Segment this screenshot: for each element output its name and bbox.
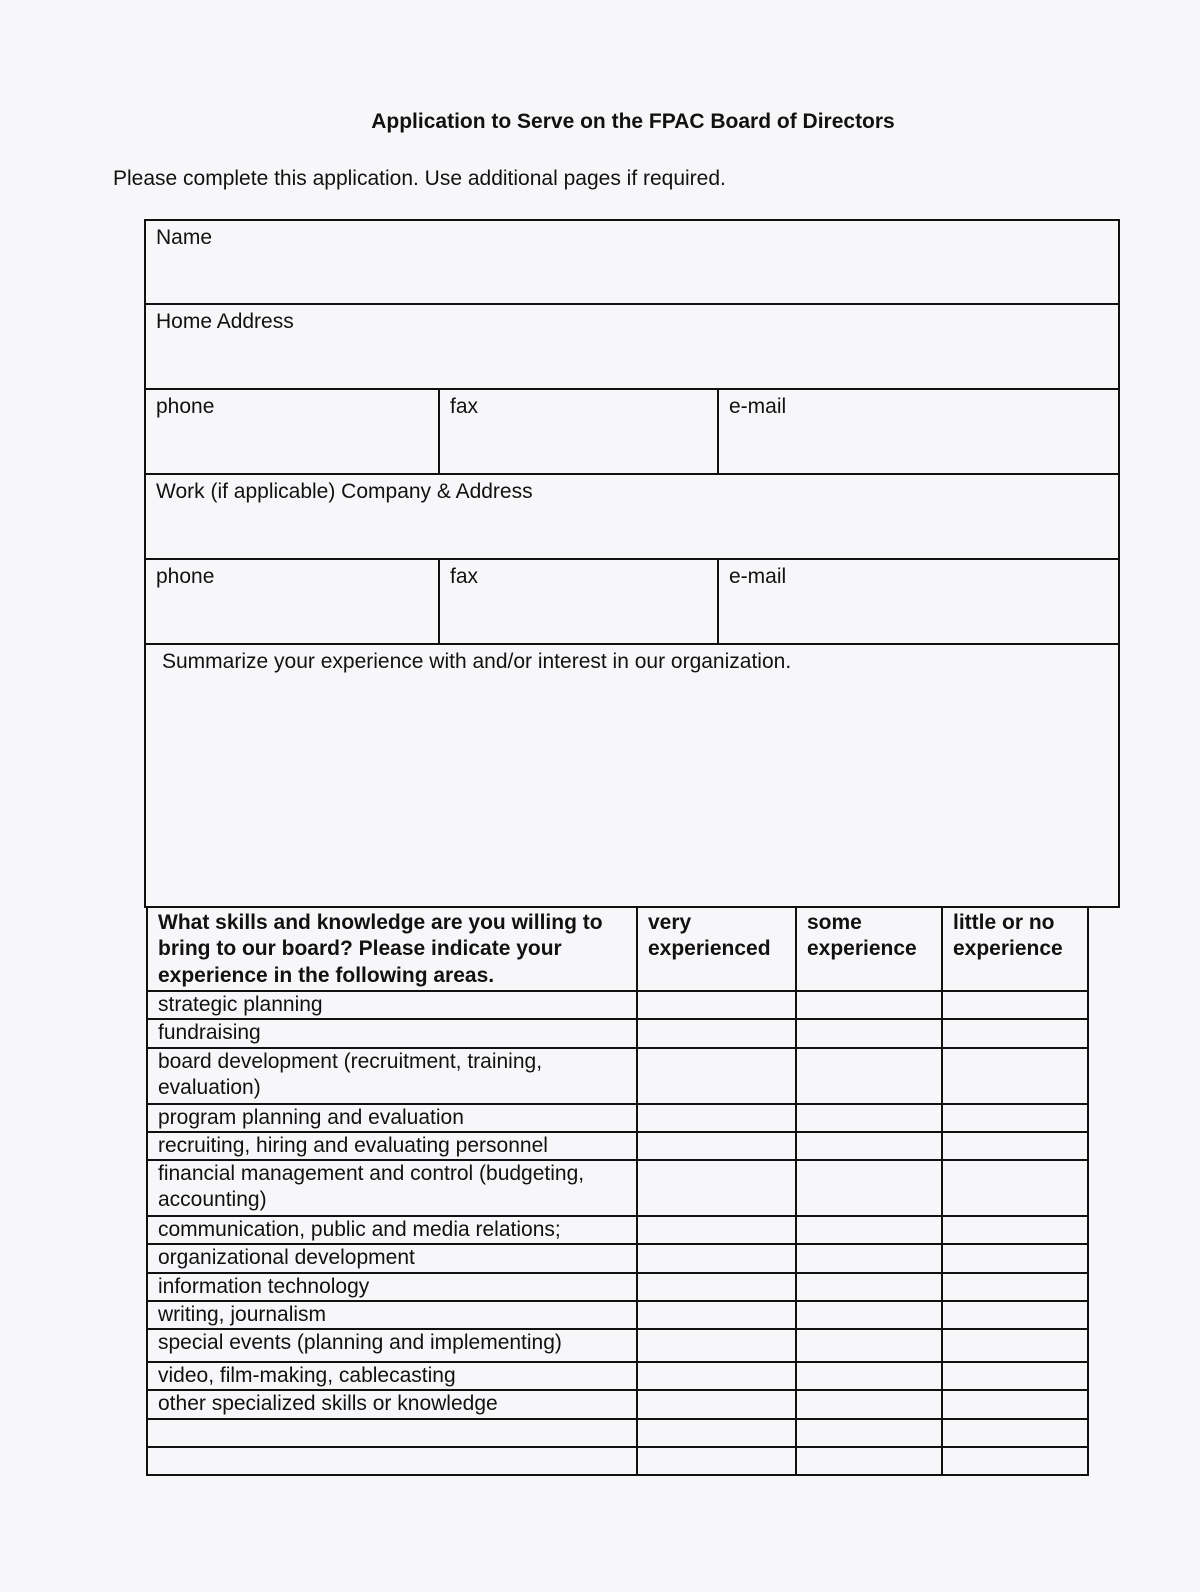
skills-header-row: [147, 907, 1088, 991]
skill-label: [147, 1447, 637, 1475]
skill-label: program planning and evaluation: [147, 1104, 637, 1132]
home-phone-label: phone: [156, 395, 215, 418]
home-address-label: Home Address: [156, 310, 294, 333]
work-fax-field[interactable]: [438, 558, 719, 645]
skill-label: board development (recruitment, training, evaluation): [147, 1048, 637, 1104]
rating-cell-some-experience[interactable]: [796, 1447, 942, 1475]
rating-cell-little-or-no-experience[interactable]: [942, 1301, 1088, 1329]
rating-cell-very-experienced[interactable]: [637, 1273, 796, 1301]
table-row: [147, 1048, 1088, 1104]
home-fax-label: fax: [450, 395, 479, 418]
work-email-field[interactable]: [717, 558, 1120, 645]
rating-cell-very-experienced[interactable]: [637, 1362, 796, 1390]
rating-cell-some-experience[interactable]: [796, 1104, 942, 1132]
table-row: [147, 1447, 1088, 1475]
rating-cell-little-or-no-experience[interactable]: [942, 991, 1088, 1019]
name-label: Name: [156, 226, 213, 249]
rating-cell-very-experienced[interactable]: [637, 1048, 796, 1104]
table-row: [147, 1244, 1088, 1272]
skills-question: What skills and knowledge are you willing to bring to our board? Please indicate your experience in the following areas.: [147, 907, 637, 991]
skill-label: recruiting, hiring and evaluating personnel: [147, 1132, 637, 1160]
skill-label: special events (planning and implementing): [147, 1329, 637, 1362]
rating-cell-some-experience[interactable]: [796, 991, 942, 1019]
rating-cell-little-or-no-experience[interactable]: [942, 1216, 1088, 1244]
table-row: [147, 1329, 1088, 1362]
table-row: [147, 1390, 1088, 1418]
rating-cell-some-experience[interactable]: [796, 1362, 942, 1390]
rating-cell-very-experienced[interactable]: [637, 1104, 796, 1132]
rating-cell-some-experience[interactable]: [796, 1273, 942, 1301]
skill-label: strategic planning: [147, 991, 637, 1019]
rating-cell-some-experience[interactable]: [796, 1301, 942, 1329]
col-very-experienced: very experienced: [637, 907, 796, 991]
work-phone-label: phone: [156, 565, 215, 588]
skill-label: [147, 1419, 637, 1447]
skill-label: organizational development: [147, 1244, 637, 1272]
rating-cell-some-experience[interactable]: [796, 1244, 942, 1272]
home-phone-field[interactable]: [144, 388, 440, 475]
rating-cell-little-or-no-experience[interactable]: [942, 1160, 1088, 1216]
work-label: Work (if applicable) Company & Address: [156, 480, 533, 503]
work-phone-field[interactable]: [144, 558, 440, 645]
rating-cell-some-experience[interactable]: [796, 1329, 942, 1362]
rating-cell-little-or-no-experience[interactable]: [942, 1390, 1088, 1418]
home-email-field[interactable]: [717, 388, 1120, 475]
rating-cell-very-experienced[interactable]: [637, 1301, 796, 1329]
home-email-label: e-mail: [729, 395, 787, 418]
skills-table: [146, 906, 1089, 1476]
page-title: Application to Serve on the FPAC Board of Directors: [371, 110, 895, 133]
table-row: [147, 1104, 1088, 1132]
rating-cell-some-experience[interactable]: [796, 1419, 942, 1447]
table-row: [147, 991, 1088, 1019]
skill-label: other specialized skills or knowledge: [147, 1390, 637, 1418]
table-row: [147, 1301, 1088, 1329]
home-address-field[interactable]: [144, 303, 1120, 390]
rating-cell-some-experience[interactable]: [796, 1160, 942, 1216]
skill-label: communication, public and media relations;: [147, 1216, 637, 1244]
rating-cell-little-or-no-experience[interactable]: [942, 1447, 1088, 1475]
home-fax-field[interactable]: [438, 388, 719, 475]
table-row: [147, 1419, 1088, 1447]
rating-cell-very-experienced[interactable]: [637, 1447, 796, 1475]
rating-cell-some-experience[interactable]: [796, 1132, 942, 1160]
name-field[interactable]: [144, 219, 1120, 305]
rating-cell-little-or-no-experience[interactable]: [942, 1362, 1088, 1390]
rating-cell-very-experienced[interactable]: [637, 1132, 796, 1160]
summary-label: Summarize your experience with and/or interest in our organization.: [162, 650, 792, 673]
skill-label: financial management and control (budgeting, accounting): [147, 1160, 637, 1216]
rating-cell-some-experience[interactable]: [796, 1019, 942, 1047]
rating-cell-little-or-no-experience[interactable]: [942, 1104, 1088, 1132]
rating-cell-little-or-no-experience[interactable]: [942, 1019, 1088, 1047]
rating-cell-very-experienced[interactable]: [637, 1329, 796, 1362]
skill-label: video, film-making, cablecasting: [147, 1362, 637, 1390]
rating-cell-little-or-no-experience[interactable]: [942, 1244, 1088, 1272]
col-little-or-no-experience: little or no experience: [942, 907, 1088, 991]
table-row: [147, 1019, 1088, 1047]
table-row: [147, 1273, 1088, 1301]
rating-cell-little-or-no-experience[interactable]: [942, 1419, 1088, 1447]
work-fax-label: fax: [450, 565, 479, 588]
rating-cell-little-or-no-experience[interactable]: [942, 1132, 1088, 1160]
work-email-label: e-mail: [729, 565, 787, 588]
rating-cell-very-experienced[interactable]: [637, 1160, 796, 1216]
rating-cell-very-experienced[interactable]: [637, 1216, 796, 1244]
summary-field[interactable]: [144, 643, 1120, 908]
instructions: Please complete this application. Use additional pages if required.: [113, 167, 726, 190]
skill-label: information technology: [147, 1273, 637, 1301]
col-some-experience: some experience: [796, 907, 942, 991]
table-row: [147, 1362, 1088, 1390]
skill-label: fundraising: [147, 1019, 637, 1047]
rating-cell-little-or-no-experience[interactable]: [942, 1329, 1088, 1362]
table-row: [147, 1216, 1088, 1244]
rating-cell-little-or-no-experience[interactable]: [942, 1048, 1088, 1104]
work-company-address-field[interactable]: [144, 473, 1120, 560]
rating-cell-very-experienced[interactable]: [637, 991, 796, 1019]
rating-cell-very-experienced[interactable]: [637, 1244, 796, 1272]
rating-cell-some-experience[interactable]: [796, 1216, 942, 1244]
table-row: [147, 1160, 1088, 1216]
rating-cell-some-experience[interactable]: [796, 1390, 942, 1418]
skill-label: writing, journalism: [147, 1301, 637, 1329]
table-row: [147, 1132, 1088, 1160]
rating-cell-very-experienced[interactable]: [637, 1390, 796, 1418]
rating-cell-some-experience[interactable]: [796, 1048, 942, 1104]
rating-cell-very-experienced[interactable]: [637, 1419, 796, 1447]
rating-cell-little-or-no-experience[interactable]: [942, 1273, 1088, 1301]
rating-cell-very-experienced[interactable]: [637, 1019, 796, 1047]
